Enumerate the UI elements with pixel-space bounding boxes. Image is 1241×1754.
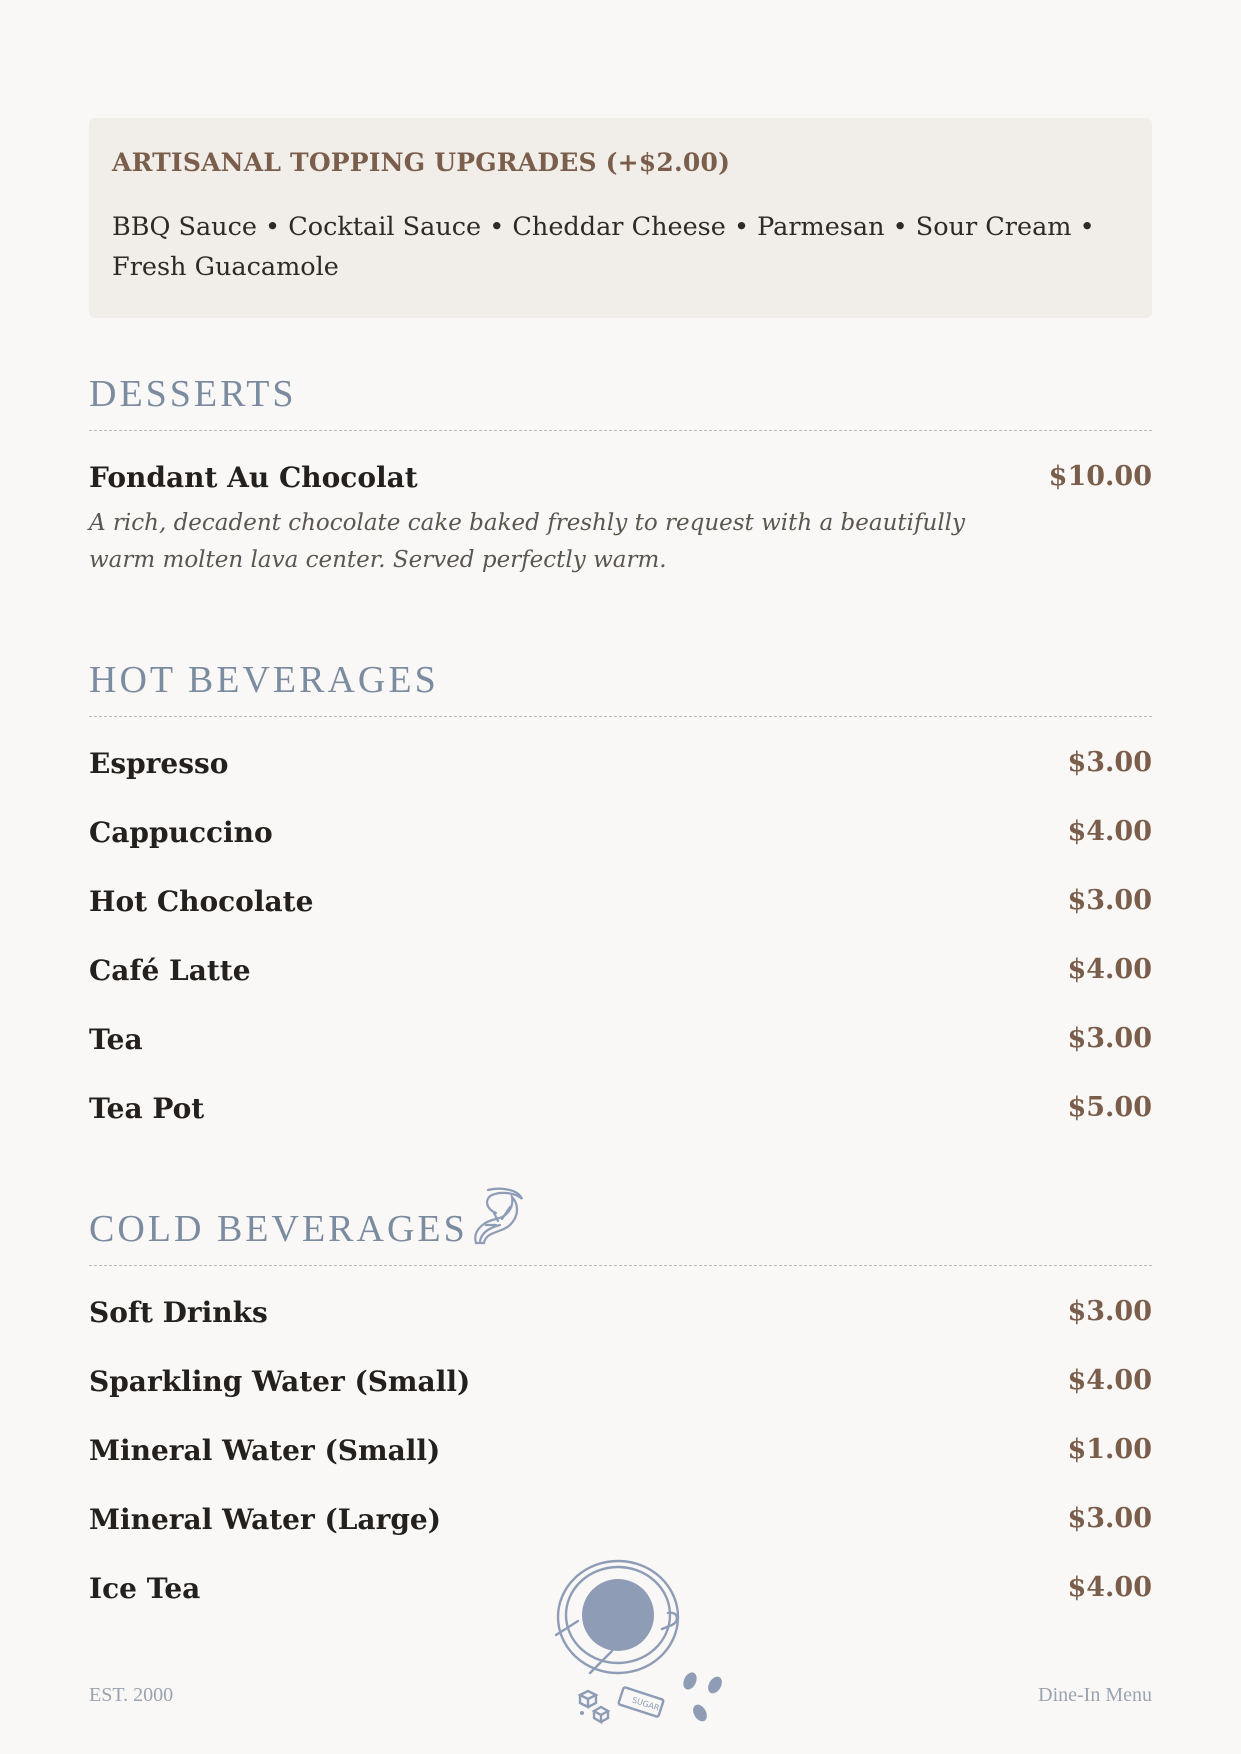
menu-item <box>89 1365 1152 1434</box>
item-name: Fondant Au Chocolat <box>89 461 418 494</box>
section-title-cold-beverages: COLD BEVERAGES <box>89 1208 468 1250</box>
lemon-slice-icon <box>466 1185 530 1249</box>
menu-item <box>89 747 1152 816</box>
item-name: Hot Chocolate <box>89 885 314 918</box>
topping-upgrades-box <box>89 118 1152 318</box>
footer-established: EST. 2000 <box>89 1684 174 1706</box>
menu-item <box>89 1023 1152 1092</box>
menu-item <box>89 1434 1152 1503</box>
item-price: $1.00 <box>1067 1434 1152 1465</box>
item-price: $3.00 <box>1067 747 1152 778</box>
section-title-desserts: DESSERTS <box>89 373 297 415</box>
footer-menu-type: Dine-In Menu <box>1038 1684 1152 1706</box>
item-name: Soft Drinks <box>89 1296 268 1329</box>
item-name: Café Latte <box>89 954 251 987</box>
item-name: Tea Pot <box>89 1092 205 1125</box>
item-name: Ice Tea <box>89 1572 201 1605</box>
item-price: $4.00 <box>1067 816 1152 847</box>
section-title-hot-beverages: HOT BEVERAGES <box>89 659 439 701</box>
menu-item <box>89 816 1152 885</box>
menu-item <box>89 1092 1152 1161</box>
item-name: Mineral Water (Large) <box>89 1503 441 1536</box>
desserts-section <box>89 370 1152 579</box>
item-description: A rich, decadent chocolate cake baked freshly to request with a beautifully warm molten lava center. Served perfectly warm. <box>89 510 966 573</box>
item-price: $4.00 <box>1067 1572 1152 1603</box>
menu-item <box>89 1296 1152 1365</box>
menu-item <box>89 461 1152 505</box>
item-name: Tea <box>89 1023 143 1056</box>
item-price: $10.00 <box>1048 461 1152 492</box>
item-name: Espresso <box>89 747 229 780</box>
menu-item <box>89 954 1152 1023</box>
item-price: $5.00 <box>1067 1092 1152 1123</box>
item-price: $4.00 <box>1067 954 1152 985</box>
item-name: Mineral Water (Small) <box>89 1434 441 1467</box>
topping-upgrades-list: BBQ Sauce • Cocktail Sauce • Cheddar Cheese • Parmesan • Sour Cream • Fresh Guacamole <box>112 212 1095 282</box>
item-price: $3.00 <box>1067 885 1152 916</box>
item-price: $3.00 <box>1067 1296 1152 1327</box>
menu-item <box>89 885 1152 954</box>
topping-upgrades-title: ARTISANAL TOPPING UPGRADES (+$2.00) <box>112 148 731 177</box>
item-price: $3.00 <box>1067 1023 1152 1054</box>
item-price: $3.00 <box>1067 1503 1152 1534</box>
item-name: Cappuccino <box>89 816 273 849</box>
hot-beverages-section <box>89 656 1152 1161</box>
sugar-label: SUGAR <box>630 1695 661 1713</box>
menu-page <box>89 118 1152 1605</box>
item-price: $4.00 <box>1067 1365 1152 1396</box>
item-name: Sparkling Water (Small) <box>89 1365 471 1398</box>
coffee-cup-illustration <box>550 1555 740 1735</box>
